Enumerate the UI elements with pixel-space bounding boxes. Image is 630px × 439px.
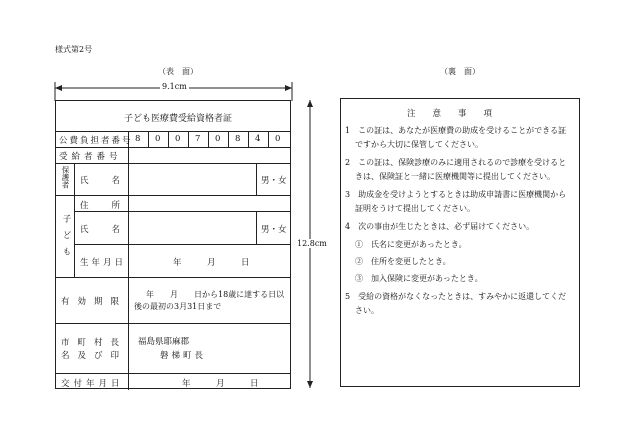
- note-line: ③ 加入保険に変更があったとき。: [355, 274, 483, 283]
- payer-digit: 7: [195, 134, 203, 144]
- birth-date-label: 生年月日: [80, 258, 127, 268]
- payer-digit: 8: [135, 134, 143, 144]
- guardian-gender: 男・女: [261, 176, 287, 186]
- payer-digit: 0: [215, 134, 223, 144]
- note-line: 3 助成金を受けようとするときは助成申請書に医療機関から: [345, 190, 567, 199]
- certificate-card: [55, 100, 291, 389]
- payer-digit: 0: [155, 134, 163, 144]
- height-dimension-label: 12.8cm: [297, 239, 327, 248]
- card-title: 子ども医療費受給資格者証: [124, 114, 233, 124]
- back-label: （裏 面）: [440, 67, 480, 76]
- mayor-label-line-2: 名及び印: [61, 351, 128, 361]
- child-name-label: 氏 名: [80, 225, 123, 235]
- note-line: ② 住所を変更したとき。: [355, 257, 451, 266]
- form-number: 様式第2号: [55, 45, 93, 54]
- payer-digit: 8: [235, 134, 243, 144]
- guardian-name-label: 氏 名: [80, 176, 123, 186]
- front-label: （表 面）: [158, 67, 198, 76]
- validity-line-2: 後の最初の3月31日まで: [134, 302, 222, 311]
- payer-digit: 0: [175, 134, 183, 144]
- mayor-location: 福島県耶麻郡: [138, 337, 190, 347]
- mayor-title: 磐梯町長: [160, 351, 207, 361]
- child-gender: 男・女: [261, 225, 287, 235]
- guardian-label: 保護者: [61, 166, 70, 189]
- notes-heading: 注 意 事 項: [407, 109, 493, 119]
- note-line: ですから大切に保管してください。: [355, 140, 483, 149]
- birth-date-value: 年 月 日: [173, 258, 250, 268]
- recipient-number-label: 受給者番号: [59, 152, 122, 162]
- payer-number-label: 公費負担者番号: [59, 136, 133, 146]
- note-line: 証明をうけて提出してください。: [355, 204, 475, 213]
- note-line: 4 次の事由が生じたときは、必ず届けてください。: [345, 222, 535, 231]
- payer-digit: 0: [275, 134, 283, 144]
- note-line: ① 氏名に変更があったとき。: [355, 240, 467, 249]
- child-label: 子ども: [61, 214, 71, 264]
- child-address-label: 住 所: [80, 201, 123, 211]
- mayor-label-line-1: 市町村長: [61, 338, 128, 348]
- note-line: きは、保険証と一緒に医療機関等に提出してください。: [355, 172, 555, 181]
- issue-date-value: 年 月 日: [182, 379, 259, 389]
- note-line: 2 この証は、保険診療のみに適用されるので診療を受けると: [345, 158, 567, 167]
- validity-line-1: 年 月 日から18歳に達する日以: [146, 290, 285, 299]
- note-line: 5 受給の資格がなくなったときは、すみやかに返還してくだ: [345, 292, 567, 301]
- payer-digit: 4: [255, 134, 263, 144]
- note-line: 1 この証は、あなたが医療費の助成を受けることができる証: [345, 126, 567, 135]
- validity-label: 有効期限: [61, 297, 128, 307]
- notes-box: [340, 98, 580, 387]
- issue-date-label: 交付年月日: [61, 379, 124, 389]
- width-dimension-label: 9.1cm: [162, 82, 187, 91]
- note-line: さい。: [355, 306, 379, 315]
